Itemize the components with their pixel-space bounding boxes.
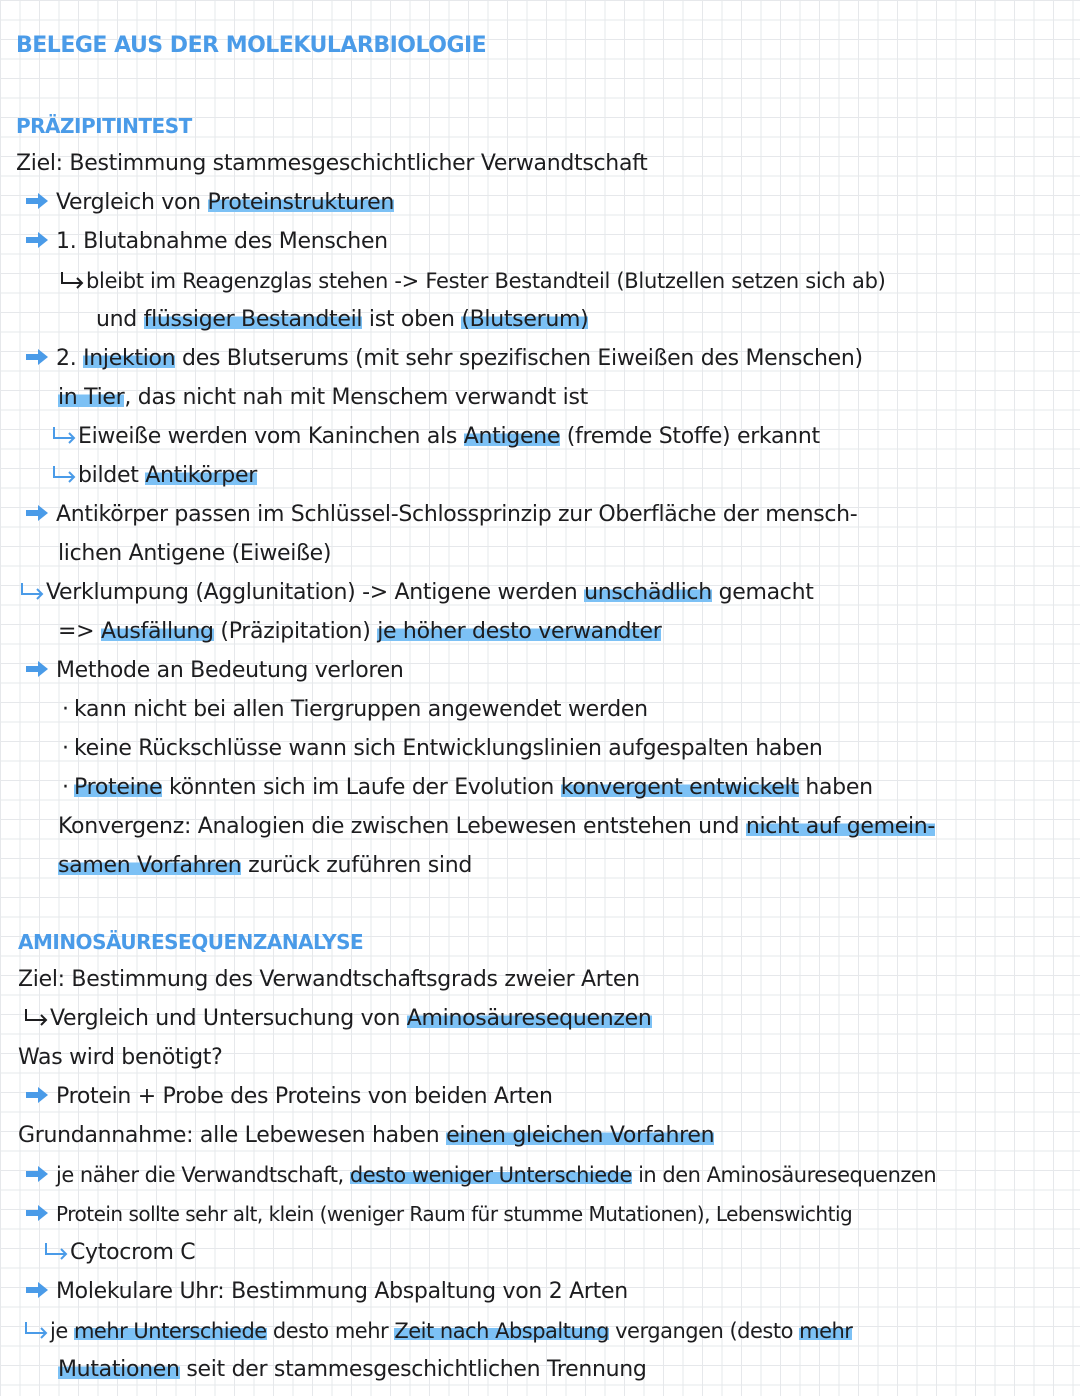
blue-arrow-icon (24, 658, 50, 680)
list-item: Molekulare Uhr: Bestimmung Abspaltung von 2 Arten (24, 1278, 628, 1306)
list-item: Verklumpung (Agglunitation) -> Antigene werden unschädlich gemacht (18, 579, 814, 607)
blue-arrow-icon (24, 190, 50, 212)
blue-arrow-icon (24, 1163, 50, 1185)
list-item: bleibt im Reagenzglas stehen -> Fester Bestandteil (Blutzellen setzen sich ab) (58, 267, 886, 295)
bullet-dot: · (62, 697, 69, 722)
definition-line: Konvergenz: Analogien die zwischen Lebewesen entstehen und nicht auf gemein- (58, 814, 936, 839)
blue-arrow-icon (24, 1279, 50, 1301)
sub-arrow-icon (22, 1006, 50, 1028)
section-heading-aminosaeuresequenzanalyse: AMINOSÄURESEQUENZANALYSE (18, 930, 364, 954)
bullet-dot: · (62, 736, 69, 761)
goal-line: Ziel: Bestimmung stammesgeschichtlicher Verwandtschaft (16, 151, 648, 176)
blue-arrow-icon (24, 1084, 50, 1106)
section-heading-praezipitintest: PRÄZIPITINTEST (16, 114, 192, 138)
sub-arrow-icon (58, 269, 86, 291)
question-line: Was wird benötigt? (18, 1045, 223, 1070)
list-item: Protein + Probe des Proteins von beiden Arten (24, 1083, 553, 1111)
bullet-item: · keine Rückschlüsse wann sich Entwicklungslinien aufgespalten haben (62, 736, 823, 761)
blue-arrow-icon (24, 229, 50, 251)
bullet-dot: · (62, 775, 69, 800)
list-item: => Ausfällung (Präzipitation) je höher desto verwandter (58, 619, 662, 644)
list-item: 2. Injektion des Blutserums (mit sehr spezifischen Eiweißen des Menschen) (24, 345, 863, 373)
sub-arrow-icon (22, 1319, 50, 1341)
list-item: lichen Antigene (Eiweiße) (58, 541, 332, 566)
bullet-item: · kann nicht bei allen Tiergruppen angewendet werden (62, 697, 648, 722)
list-item: Protein sollte sehr alt, klein (weniger Raum für stumme Mutationen), Lebenswichtig (24, 1200, 852, 1228)
list-item: und flüssiger Bestandteil ist oben (Blutserum) (96, 307, 589, 332)
list-item: je näher die Verwandtschaft, desto weniger Unterschiede in den Aminosäuresequenzen (24, 1161, 936, 1189)
list-item: Vergleich und Untersuchung von Aminosäuresequenzen (22, 1005, 652, 1033)
goal-line: Ziel: Bestimmung des Verwandtschaftsgrads zweier Arten (18, 967, 640, 992)
list-item: Antikörper passen im Schlüssel-Schlossprinzip zur Oberfläche der mensch- (24, 501, 857, 529)
list-item: Vergleich von Proteinstrukturen (24, 189, 394, 217)
list-item: bildet Antikörper (50, 462, 257, 490)
list-item: Eiweiße werden vom Kaninchen als Antigene (fremde Stoffe) erkannt (50, 423, 820, 451)
bullet-item: · Proteine könnten sich im Laufe der Evolution konvergent entwickelt haben (62, 775, 873, 800)
sub-arrow-icon (50, 424, 78, 446)
list-item: 1. Blutabnahme des Menschen (24, 228, 388, 256)
list-item: Grundannahme: alle Lebewesen haben einen gleichen Vorfahren (18, 1123, 715, 1148)
sub-arrow-icon (42, 1240, 70, 1262)
sub-arrow-icon (18, 580, 46, 602)
list-item: Cytocrom C (42, 1239, 195, 1267)
list-item: Mutationen seit der stammesgeschichtlichen Trennung (58, 1357, 647, 1382)
definition-line: samen Vorfahren zurück zuführen sind (58, 853, 473, 878)
list-item: Methode an Bedeutung verloren (24, 657, 404, 685)
blue-arrow-icon (24, 502, 50, 524)
blue-arrow-icon (24, 346, 50, 368)
page-title: BELEGE AUS DER MOLEKULARBIOLOGIE (16, 33, 487, 58)
list-item: in Tier, das nicht nah mit Menschem verwandt ist (58, 385, 588, 410)
list-item: je mehr Unterschiede desto mehr Zeit nach Abspaltung vergangen (desto mehr (22, 1317, 852, 1345)
sub-arrow-icon (50, 463, 78, 485)
blue-arrow-icon (24, 1202, 50, 1224)
